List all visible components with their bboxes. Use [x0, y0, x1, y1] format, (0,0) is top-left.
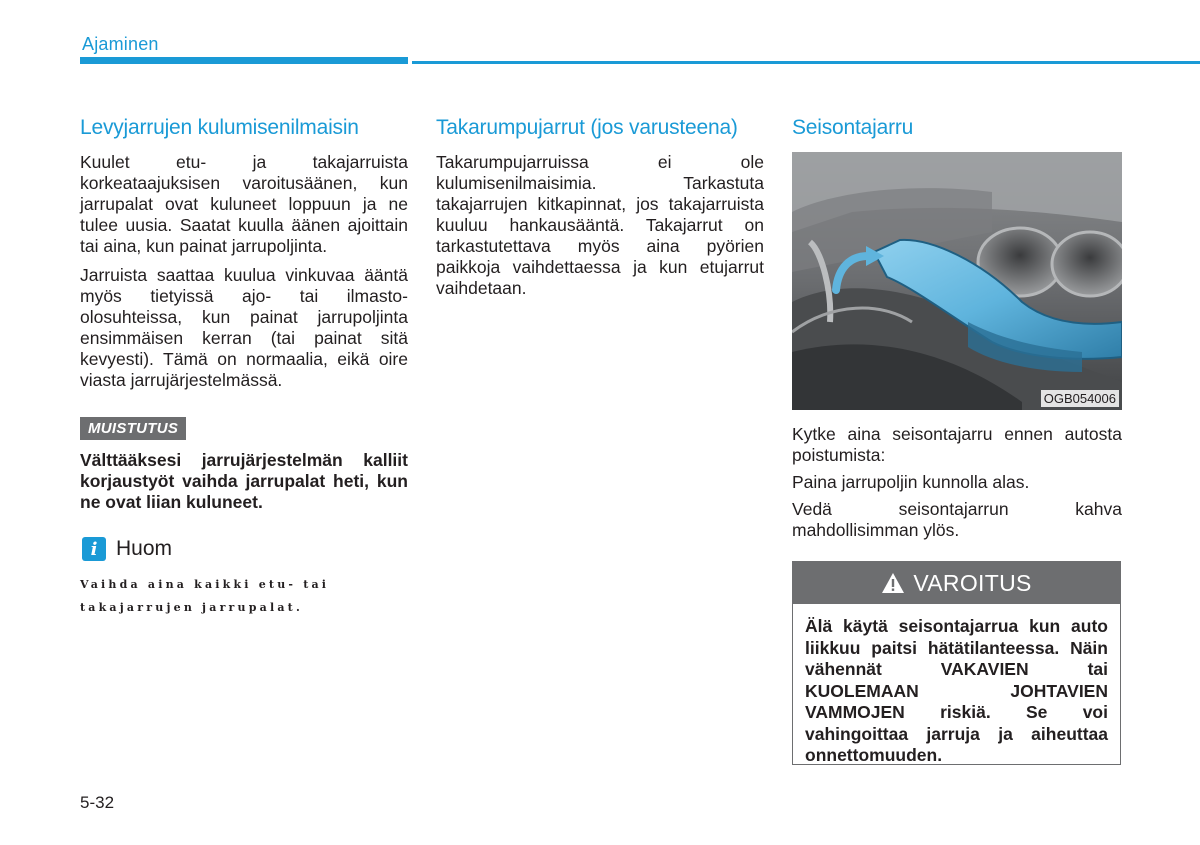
parking-brake-drawing [792, 152, 1122, 410]
note-text: Välttääksesi jarrujärjestelmän kalliit korjaustyöt vaihda jarrupalat heti, kun ne ovat liian kuluneet. [80, 450, 408, 512]
warning-text: Älä käytä seisontajarrua kun auto liikkuu paitsi hätätilanteessa. Näin vähennät VAKAVIEN tai KUOLEMAAN JOHTAVIEN VAMMOJEN riskiä. Se voi vahingoittaa jarruja ja aiheuttaa onnettomuuden. [805, 616, 1108, 765]
heading-drum-brakes: Takarumpujarrut (jos varusteena) [436, 116, 738, 139]
paragraph-engage-brake: Kytke aina seisontajarru ennen autosta poistumista: [792, 424, 1122, 465]
paragraph-pull-lever: Vedä seisontajarrun kahva mahdollisimman ylös. [792, 499, 1122, 540]
parking-brake-illustration [792, 152, 1122, 410]
warning-header [793, 562, 1120, 604]
column-parking-brake [792, 114, 1122, 547]
info-title: Huom [116, 537, 173, 560]
warning-box [792, 561, 1121, 765]
figure-code: OGB054006 [1041, 390, 1119, 407]
column-brake-wear-indicator [80, 114, 408, 619]
info-icon: i [82, 537, 106, 561]
heading-parking-brake: Seisontajarru [792, 116, 914, 139]
paragraph-drum-brakes: Takarumpujarruissa ei ole kulumisenilmaisimia. Tarkastuta takajarrujen kitkapinnat, jos takajarruista kuuluu hankausääntä. Takajarrut on tarkastutettava myös aina pyörien paikkoja vaihdettaessa ja kun etujarrut vaihdetaan. [436, 152, 764, 298]
paragraph-wear-sound: Kuulet etu- ja takajarruista korkeataajuksisen varoitusäänen, kun jarrupalat ovat kuluneet loppuun ja ne tulee uusia. Saatat kuulla äänen ajoittain tai aina, kun painat jarrupoljinta. [80, 152, 408, 256]
warning-title: VAROITUS [913, 569, 1032, 596]
paragraph-squeal: Jarruista saattaa kuulua vinkuvaa ääntä myös tietyissä ajo- tai ilmasto-olosuhteissa, kun painat jarrupoljinta ensimmäisen kerran (tai painat sitä kevyesti). Tämä on normaalia, eikä oire viasta jarrujärjestelmässä. [80, 265, 408, 390]
warning-triangle-icon [881, 572, 905, 594]
heading-brake-wear-indicator: Levyjarrujen kulumisenilmaisin [80, 116, 359, 139]
header-rule-thick [80, 57, 408, 64]
note-badge: MUISTUTUS [80, 417, 186, 440]
header-rule-thin [412, 61, 1200, 64]
column-drum-brakes [436, 114, 764, 307]
paragraph-press-pedal: Paina jarrupoljin kunnolla alas. [792, 472, 1030, 492]
info-text: Vaihda aina kaikki etu- tai takajarrujen jarrupalat. [80, 578, 330, 614]
info-heading [80, 537, 408, 561]
section-label: Ajaminen [82, 34, 159, 54]
parking-brake-instructions [792, 424, 1122, 541]
page-number: 5-32 [80, 793, 115, 812]
